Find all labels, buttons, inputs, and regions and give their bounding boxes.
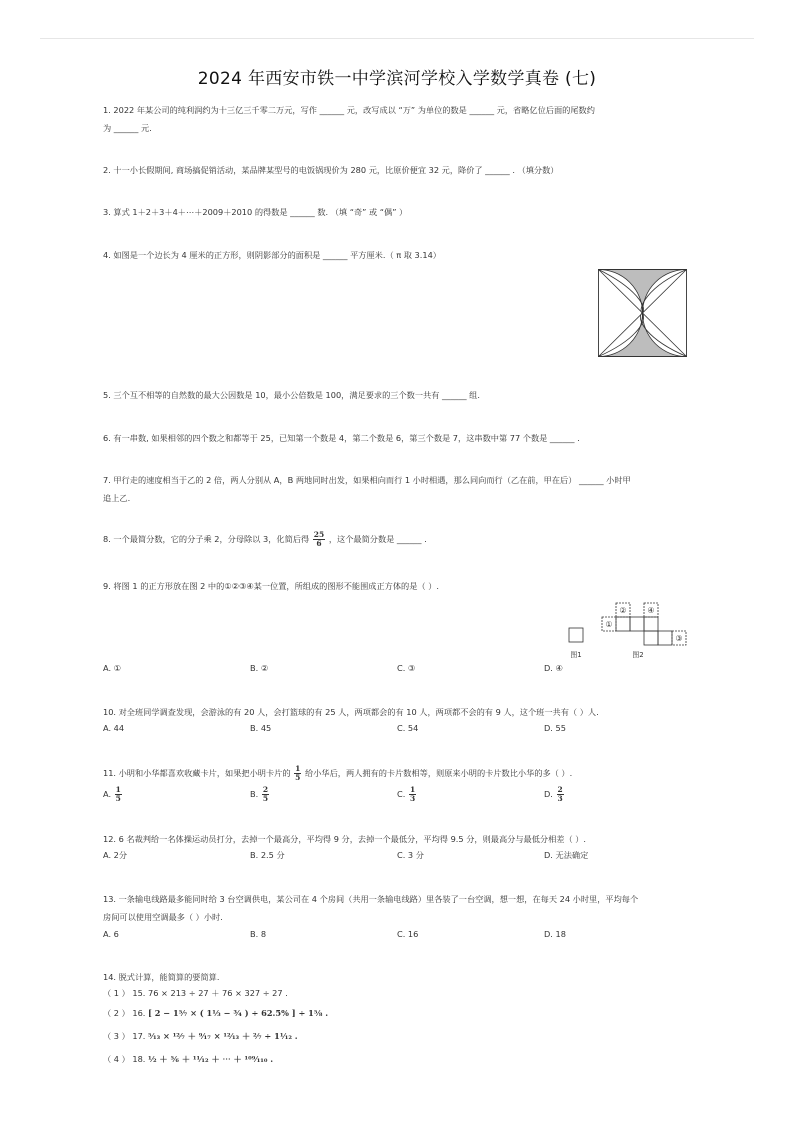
question-3: 3. 算式 1＋2＋3＋4＋⋯＋2009＋2010 的得数是 ______ 数. （填 “奇” 或 “偶” ） [103,207,408,217]
question-11 [103,765,693,782]
question-1-line2: 为 ______ 元. [103,123,152,133]
q10-option-c[interactable]: C. 54 [397,723,419,733]
page-title: 2024 年西安市铁一中学滨河学校入学数学真卷 (七) [197,69,597,89]
question-11-post: 给小华后，两人拥有的卡片数相等，则原来小明的卡片数比小华的多（ ）. [305,768,573,778]
fraction-numerator: 2 [262,785,269,794]
sub-4-expression: ¹⁄₂ ＋ ⁵⁄₆ ＋ ¹¹⁄₁₂ ＋ ⋯ ＋ ¹⁰⁹⁄₁₁₀ . [148,1054,274,1064]
q13-option-b[interactable]: B. 8 [250,929,267,939]
fraction-numerator: 25 [313,530,325,539]
q11-option-d[interactable] [544,786,565,803]
fig1-caption: 图1 [570,651,582,659]
question-12: 12. 6 名裁判给一名体操运动员打分，去掉一个最高分，平均得 9 分，去掉一个最低分，平均得 9.5 分，则最高分与最低分相差（ ）. [103,834,587,844]
question-2: 2. 十一小长假期间, 商场搞促销活动，某品牌某型号的电饭锅现价为 280 元，比原价便宜 32 元，降价了 ______ . （填分数） [103,165,559,175]
fig2-label-4: ④ [647,606,655,615]
question-14: 14. 脱式计算，能简算的要简算. [103,972,220,982]
question-11-fraction [294,765,301,782]
fraction-denominator: 3 [557,794,563,803]
q10-option-d[interactable]: D. 55 [544,723,566,733]
q11-option-c[interactable] [397,786,417,803]
fig2-caption: 图2 [632,651,644,659]
sub-3-expression: ⁵⁄₁₃ × ¹²⁄₇ ＋ ⁹⁄₁₇ × ¹²⁄₁₃ ＋ ²⁄₇ ÷ 1¹⁄₁₂ . [148,1031,298,1041]
option-fraction [115,786,122,803]
option-fraction [557,786,564,803]
fraction-denominator: 5 [295,773,301,782]
question-14-sub-2 [103,1008,328,1019]
fraction-denominator: 5 [262,794,269,803]
option-label: C. [397,789,406,799]
fraction-numerator: 1 [409,785,416,794]
q9-option-b[interactable]: B. ② [250,663,269,673]
sub-2-expression: [ 2 − 1⁵⁄₇ × ( 1¹⁄₃ − ³⁄₄ ) ÷ 62.5% ] ÷ 1⁵⁄₈ . [148,1008,329,1018]
q9-option-a[interactable]: A. ① [103,663,122,673]
fraction-numerator: 1 [295,764,301,773]
option-fraction [262,786,269,803]
option-label: A. [103,789,112,799]
fraction-denominator: 6 [316,539,322,548]
fraction-numerator: 2 [557,785,563,794]
option-fraction [409,786,416,803]
fraction-numerator: 1 [115,785,121,794]
q12-option-a[interactable]: A. 2分 [103,850,128,860]
question-4: 4. 如图是一个边长为 4 厘米的正方形，则阴影部分的面积是 ______ 平方厘米.（ π 取 3.14） [103,250,441,260]
q13-option-c[interactable]: C. 16 [397,929,419,939]
question-8-pre: 8. 一个最简分数，它的分子乘 2，分母除以 3，化简后得 [103,534,310,544]
question-10: 10. 对全班同学调查发现，会游泳的有 20 人，会打篮球的有 25 人，两项都会的有 10 人，两项都不会的有 9 人，这个班一共有（ ）人. [103,707,599,717]
question-4-figure [598,269,688,357]
question-5: 5. 三个互不相等的自然数的最大公因数是 10，最小公倍数是 100，满足要求的三个数一共有 ______ 组. [103,390,480,400]
q13-option-a[interactable]: A. 6 [103,929,119,939]
question-13-line1: 13. 一条输电线路最多能同时给 3 台空调供电，某公司在 4 个房间（共用一条输电线路）里各装了一台空调，想一想，在每天 24 小时里，平均每个 [103,894,639,904]
question-9-figure [565,602,690,660]
fig2-label-2: ② [619,606,627,615]
fig2-label-1: ① [605,620,613,629]
question-8-fraction [313,531,325,548]
q11-option-b[interactable] [250,786,270,803]
question-9: 9. 将图 1 的正方形放在图 2 中的①②③④某一位置，所组成的图形不能围成正方体的是（ ）. [103,581,439,591]
option-label: B. [250,789,259,799]
q12-option-c[interactable]: C. 3 分 [397,850,424,860]
option-label: D. [544,789,553,799]
sub-4-label: （ 4 ） 18. [103,1054,146,1064]
fraction-denominator: 5 [115,794,121,803]
question-14-sub-1: （ 1 ） 15. 76 × 213 ÷ 27 ＋ 76 × 327 ÷ 27 . [103,988,288,998]
question-14-sub-4 [103,1054,273,1065]
q13-option-d[interactable]: D. 18 [544,929,566,939]
question-11-pre: 11. 小明和小华都喜欢收藏卡片，如果把小明卡片的 [103,768,291,778]
question-6: 6. 有一串数, 如果相邻的四个数之和都等于 25，已知第一个数是 4，第二个数是 6，第三个数是 7，这串数中第 77 个数是 ______ . [103,433,580,443]
question-8-post: ，这个最简分数是 ______ . [328,534,427,544]
q9-option-c[interactable]: C. ③ [397,663,416,673]
question-13-line2: 房间可以使用空调最多（ ）小时. [103,912,223,922]
fig2-label-3: ③ [675,634,683,643]
q11-option-a[interactable] [103,786,123,803]
q10-option-a[interactable]: A. 44 [103,723,125,733]
q12-option-d[interactable]: D. 无法确定 [544,850,589,860]
sub-2-label: （ 2 ） 16. [103,1008,146,1018]
sub-3-label: （ 3 ） 17. [103,1031,146,1041]
question-8 [103,531,693,548]
question-7-line1: 7. 甲行走的速度相当于乙的 2 倍，两人分别从 A，B 两地同时出发，如果相向而行 1 小时相遇，那么同向而行（乙在前，甲在后） ______ 小时甲 [103,475,631,485]
question-14-sub-3 [103,1031,298,1042]
fraction-denominator: 3 [409,794,416,803]
top-rule [40,38,754,39]
q12-option-b[interactable]: B. 2.5 分 [250,850,285,860]
question-1-line1: 1. 2022 年某公司的纯利润约为十三亿三千零二万元，写作 ______ 元，改写成以 “万” 为单位的数是 ______ 元，省略亿位后面的尾数约 [103,105,595,115]
question-7-line2: 追上乙. [103,493,131,503]
q9-option-d[interactable]: D. ④ [544,663,563,673]
q10-option-b[interactable]: B. 45 [250,723,272,733]
